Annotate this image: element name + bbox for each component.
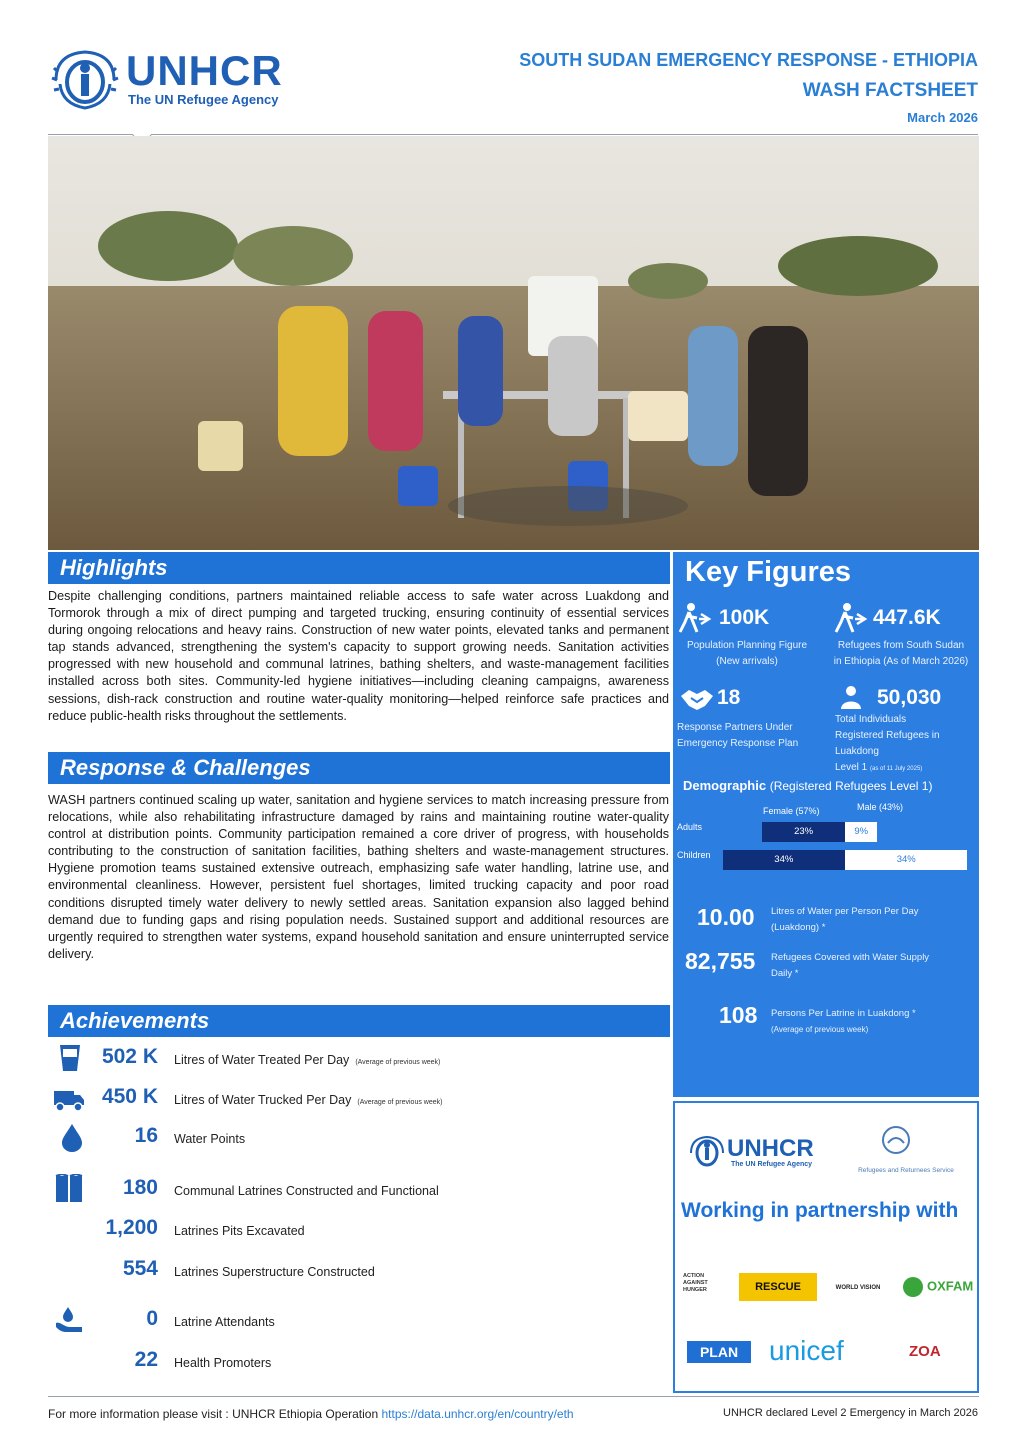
demographic-heading: Demographic (Registered Refugees Level 1): [683, 778, 933, 793]
unhcr-emblem-icon: [687, 1135, 727, 1171]
partner-logo-zoa: ZOA: [909, 1343, 941, 1360]
male-header: Male (43%): [857, 802, 904, 812]
achievement-item: [48, 1043, 668, 1073]
achievement-item: [48, 1083, 668, 1113]
partners-panel: [673, 1101, 979, 1393]
achievement-label: Water Points: [174, 1132, 246, 1146]
figure-refugees-label: Refugees from South Sudan in Ethiopia (As of March 2026): [833, 640, 969, 667]
key-figures-heading: Key Figures: [685, 556, 851, 588]
stat-label: Refugees Covered with Water Supply Daily *: [771, 952, 930, 979]
report-date: March 2026: [907, 110, 978, 125]
figure-partners: 18: [717, 686, 741, 709]
figure-planning-label: Population Planning Figure (New arrivals): [686, 640, 808, 667]
operation-link[interactable]: https://data.unhcr.org/en/country/eth: [381, 1407, 574, 1421]
achievement-label: Litres of Water Treated Per Day (Average of previous week): [174, 1053, 441, 1067]
partner-rrs-logo: Refugees and Returnees Service: [858, 1167, 954, 1174]
stat-label: Litres of Water per Person Per Day (Luakdong) *: [771, 906, 919, 933]
brand-tagline: The UN Refugee Agency: [128, 92, 279, 107]
figure-partners-label: Response Partners Under Emergency Response Plan: [677, 722, 799, 749]
footer-divider: [48, 1396, 979, 1397]
report-title: SOUTH SUDAN EMERGENCY RESPONSE - ETHIOPIA: [519, 50, 978, 70]
footer-info: For more information please visit : UNHCR Ethiopia Operation https://data.unhcr.org/en/country/eth: [48, 1407, 574, 1421]
achievement-value: 16: [134, 1124, 158, 1147]
female-adults-bar: 23%: [762, 822, 845, 842]
figure-refugees: 447.6K: [873, 606, 941, 629]
water-drop-icon: [52, 1122, 86, 1152]
walking-person-icon: [677, 602, 713, 636]
partner-logo-plan: PLAN: [687, 1341, 751, 1363]
achievement-label: Litres of Water Trucked Per Day (Average of previous week): [174, 1093, 443, 1107]
achievement-item: [48, 1346, 668, 1376]
achievement-value: 22: [134, 1348, 158, 1371]
stat-value: 10.00: [697, 904, 755, 930]
achievement-item: [48, 1174, 668, 1204]
brand-name: UNHCR: [126, 47, 283, 94]
walking-person-icon: [833, 602, 869, 636]
stat-value: 82,755: [685, 948, 756, 974]
achievement-value: 502 K: [101, 1045, 158, 1068]
partner-logo-world-vision: WORLD VISION: [835, 1285, 881, 1291]
achievement-value: 0: [146, 1307, 158, 1330]
achievement-label: Latrine Attendants: [174, 1315, 275, 1329]
report-subtitle: WASH FACTSHEET: [802, 80, 978, 101]
partner-logo-unicef: unicef: [769, 1335, 844, 1366]
achievement-label: Communal Latrines Constructed and Functional: [174, 1184, 439, 1198]
achievement-value: 1,200: [105, 1216, 158, 1239]
stat-value: 108: [719, 1002, 758, 1028]
achievements-heading: Achievements: [48, 1005, 670, 1037]
highlights-heading: Highlights: [48, 552, 670, 584]
latrine-icon: [52, 1174, 86, 1204]
partner-logo-oxfam: OXFAM: [903, 1277, 973, 1297]
footer-emergency-note: UNHCR declared Level 2 Emergency in March 2026: [723, 1407, 978, 1419]
achievement-label: Latrines Pits Excavated: [174, 1224, 305, 1238]
figure-registered: 50,030: [877, 686, 942, 709]
hand-wash-icon: [52, 1305, 86, 1335]
handshake-icon: [679, 684, 715, 714]
demographic-row-label: Adults: [677, 822, 703, 832]
highlights-text: Despite challenging conditions, partners maintained reliable access to safe water across Luakdong and Tormorok through a mix of direct pumping and targeted trucking, ensuring continuity of essential services during ongoing relocations and heavy rains. Construction of new water points, elevated tanks and permanent tap stands advanced, strengthening the system's capacity to support growing needs. Sanitation activities progressed with new household and communal latrines, bathing shelters, and waste-management facilities installed across both sites. Community-led hygiene initiatives—including cleaning campaigns, awareness sessions, dish-rack construction and routine water-quality monitoring—helped reinforce safe practices and reduce public-health risks throughout the settlements.: [48, 589, 669, 723]
demographic-row-label: Children: [677, 850, 711, 860]
partnership-heading: Working in partnership with: [681, 1199, 959, 1222]
water-glass-icon: [52, 1043, 86, 1073]
male-adults-bar: 9%: [845, 822, 877, 842]
figure-planning: 100K: [719, 606, 770, 629]
response-heading: Response & Challenges: [48, 752, 670, 784]
partner-logo-aah: ACTION AGAINST HUNGER: [683, 1273, 708, 1293]
key-figures-panel: [673, 552, 979, 1097]
response-text: WASH partners continued scaling up water, sanitation and hygiene services to match increasing pressure from relocations, while also rehabilitating infrastructure damaged by rains and maintaining routine water-quality control at distribution points. Community participation remained a core driver of progress, with households contributing to the construction of sanitation facilities, bathing shelters and waste-management structures. Hygiene promotion teams sustained extensive outreach, emphasizing safe water handling, latrine use, and environmental cleanliness. However, persistent fuel shortages, limited trucking capacity and poor road conditions disrupted timely water delivery to newly settled areas. Sanitation expansion also lagged behind demand due to funding gaps and rising population needs. Sustained support and additional resources are urgently required to strengthen water systems, expand household sanitation and ensure uninterrupted service delivery.: [48, 793, 669, 961]
achievement-item: [48, 1305, 668, 1335]
unhcr-emblem-icon: [48, 48, 122, 112]
achievement-value: 554: [122, 1257, 158, 1280]
rrs-emblem-icon: [879, 1125, 913, 1155]
achievement-value: 180: [122, 1176, 158, 1199]
stat-label: Persons Per Latrine in Luakdong * (Average of previous week): [771, 1008, 916, 1034]
header-divider: [48, 134, 978, 135]
unhcr-logo: [48, 44, 308, 114]
female-header: Female (57%): [763, 806, 820, 816]
person-icon: [839, 684, 863, 710]
hero-photo: [48, 136, 979, 550]
male-children-bar: 34%: [845, 850, 967, 870]
female-children-bar: 34%: [723, 850, 845, 870]
achievement-item: [48, 1255, 668, 1285]
partner-unhcr-tagline: The UN Refugee Agency: [731, 1161, 813, 1168]
water-truck-icon: [52, 1083, 86, 1113]
achievement-label: Latrines Superstructure Constructed: [174, 1265, 375, 1279]
partner-logo-rescue: RESCUE: [739, 1273, 817, 1301]
achievement-item: [48, 1122, 668, 1152]
achievement-label: Health Promoters: [174, 1356, 272, 1370]
achievement-item: [48, 1214, 668, 1244]
figure-registered-label: Total Individuals Registered Refugees in Luakdong Level 1 (as of 11 July 2025): [835, 714, 940, 773]
achievement-value: 450 K: [101, 1085, 158, 1108]
partner-unhcr-logo: UNHCR: [727, 1135, 814, 1162]
